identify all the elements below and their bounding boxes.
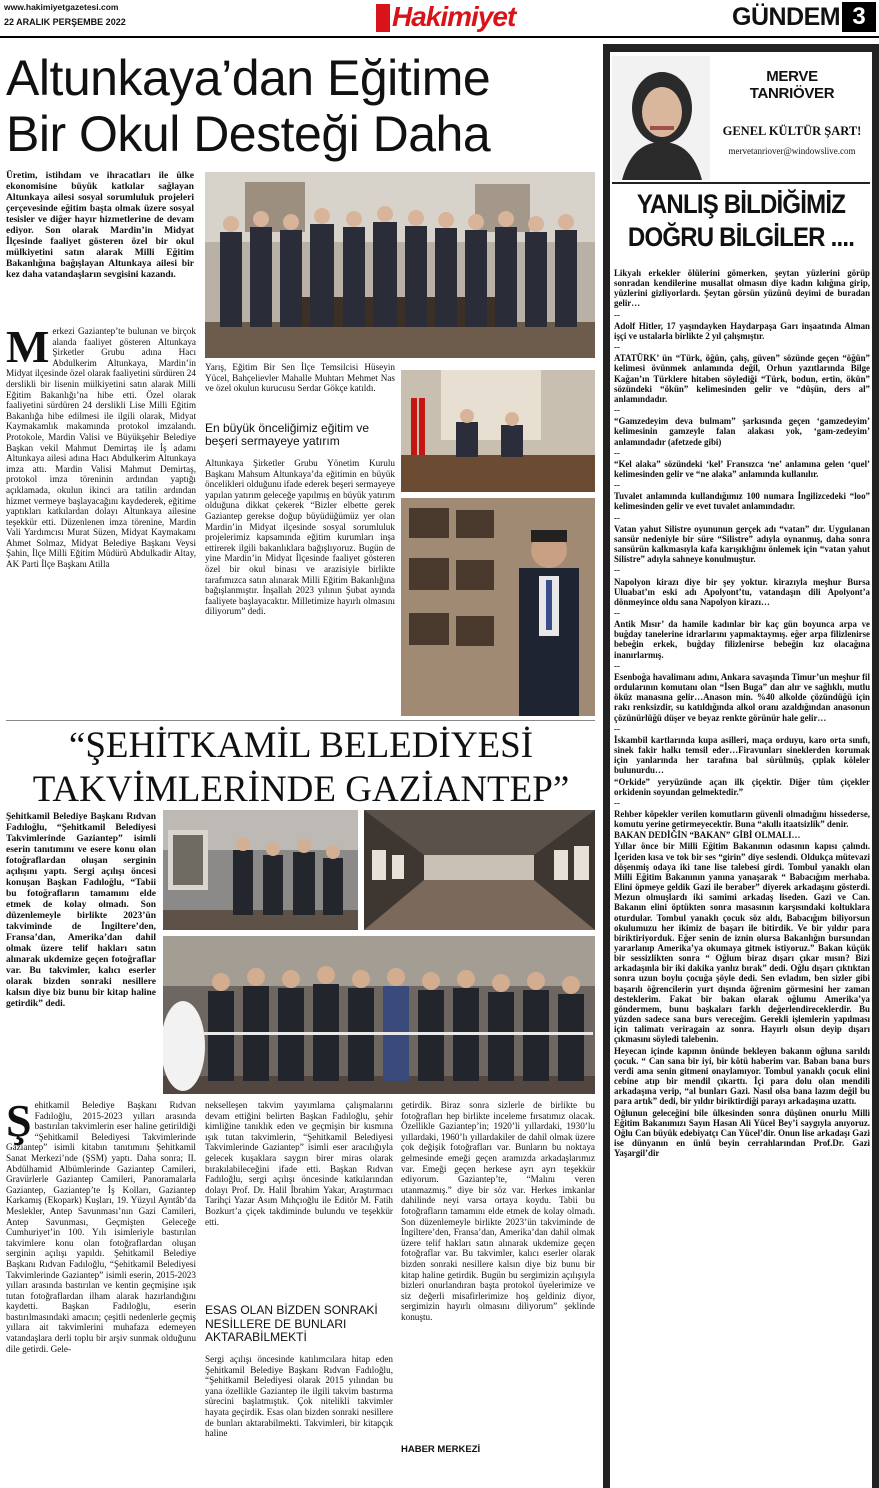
column-paragraph: --: [614, 565, 620, 576]
logo-mark: [376, 4, 390, 32]
article1-lead: Üretim, istihdam ve ihracatları ile ülke ekonomisine büyük katkılar sağlayan Altunkaya ailesi sosyal sorumluluk projeleri çerçevesinde eğitim başta olmak üzere sosyal tesisler ve diğer hayır hizmetlerine de devam ediyor. Son olarak Mardin’in Midyat İlçesinde faaliyet gösteren özel bir okul mülkiyetini satın alarak Milli Eğitim Bakanlığına bağışlayan Altunkaya ailesi bir kez daha vatandaşların sevgisini kazandı.: [6, 170, 194, 280]
column-paragraph: BAKAN DEDİĞİN “BAKAN” GİBİ OLMALI…: [614, 830, 801, 841]
column-paragraph: --: [614, 342, 620, 353]
column-paragraph: “Gamzedeyim deva bulmam” şarkısında geçen ‘gamzedeyim’ kelimesinin gamzeyle falan alakası yok, ‘gam-zedeyim’ anlamındadır (afetzede gibi): [614, 416, 870, 447]
column-paragraph: Yıllar önce bir Milli Eğitim Bakanının odasının kapısı çalındı. İçeriden kısa ve tok bir ses “girin” diye seslendi. Oldukça mütevazi döşenmiş odaya iki tane lise talebesi girdi. Tombul yanaklı olan Milli Eğitim Bakanının yanına yanaşarak “ Babacığım merhaba. Elini öpmeye geldik Gazi ile beraber” diyerek arkadaşını gösterdi. Mezun olmuşlardı iki samimi arkadaş liseden. Gazi ve Can. Bakanın elini öptükten sonra masasının karşısındaki koltuklara oturdular. Tombul yanaklı çocuk söz aldı, Babacığım biliyorsun okulumuzu her ikimiz de başarı ile bitirdik. Ve bir yıldır para biriktiriyorduk. Eğer senin de iznin olursa Bakanlığın bursundan yararlanıp Amerika’ya okumaya gitmek istiyoruz.” Bakan küçük bir sessizlikten sonra “ Oğlum biraz dışarı çıkar mısın? Bizi arkadaşınla bir iki dakika yanlız bırak” dedi. Oğlu dışarı çıktıktan sonra uzun boylu çocuğa şöyle dedi. Sen evladım, ben sizler gibi başarılı öğrencilerin yurt dışında öğrenim görmesini her zaman desteklerim. Fakat bir bakan olarak oğlumu Amerika’ya göndermem, bunu başkaları farklı değerlendireceklerdir. Bu yüzden sadece sana burs vereceğim. Gerekli işlemlerin yapılması için talimatı veriragain az sonra. Hayırlı olsun deyip dışarı çıkmasını söyledi talebenin.: [614, 841, 870, 1045]
article2-body-col2b: Sergi açılışı öncesinde katılımcılara hitap eden Şehitkamil Belediye Başkanı Rıdvan Fadıloğlu, “Şehitkamil Belediyesi olarak 2015 yılından bu yana özellikle Gaziantep ile ilgili takvim bastırma sürecini başlatmıştık. Çok nitelikli takvimler hayata geçirdik. Esas olan bizden sonraki nesillere de bunları aktarabilmekti. Takvimleri, bir kitapçık haline: [205, 1354, 393, 1439]
column-author: [712, 68, 872, 102]
section-name: GÜNDEM: [732, 3, 841, 31]
column-paragraph: “Orkide” yeryüzünde açan ilk çiçektir. Diğer tüm çiçekler orkidenin soyundan gelmektedir.”: [614, 776, 870, 797]
column-paragraph: --: [614, 480, 620, 491]
photo-signing-group: [205, 172, 595, 358]
column-paragraph: Esenboğa havalimanı adını, Ankara savaşında Timur’un meşhur fil ordularının komutanı olan “İsen Buga” dan alır ve sağlıklı, mutlu öküz manasına gelir…Anason min. %40 alkolde çözündüğü için rakı renksizdir, su katıldığında alkol oranı azaldığından anasonun çözünürlüğü düşer ve beyaz renkte görünür hale gelir…: [614, 671, 870, 723]
article1-dropcap: M: [6, 326, 50, 372]
issue-date: 22 ARALIK PERŞEMBE 2022: [4, 17, 126, 27]
logo: Hakimiyet: [392, 1, 516, 32]
article1-subhead: En büyük önceliğimiz eğitim ve beşeri sermayeye yatırım: [205, 421, 370, 448]
site-url: www.hakimiyetgazetesi.com: [4, 2, 119, 12]
column-paragraph: --: [614, 723, 620, 734]
article2-lead: Şehitkamil Belediye Başkanı Rıdvan Fadıloğlu, “Şehitkamil Belediyesi Takvimlerinde Gaziantep” isimli eserin tanıtımını ve esere konu olan fotoğraflardan oluşan serginin açılışını yaptı. Sergi açılışı öncesi konuşan Başkan Fadıloğlu, “Tabii bu fotoğrafların tamamını elde etmek de kolay olmadı. Son düzenlemeyle birlikte 2023’ün takviminde de İngiltere’den, Fransa’dan, Amerika’dan dahil olmak üzere telif hakları satın alınarak ukdemize geçen fotoğraflar var. Bu takvimler, kalıcı eserler olarak bizden sonraki nesillere kalsın diye biz bunu bir kitap haline getirdik” dedi.: [6, 812, 156, 1009]
column-title: [612, 189, 870, 255]
photo-ribbon-cutting: [163, 936, 595, 1094]
article2-body-col1-text: ehitkamil Belediye Başkanı Rıdvan Fadıloğlu, 2015-2023 yılları arasında bastırılan takvimlerin eser haline getirildiği “Şehitkamil Belediyesi Takvimlerinde Gaziantep” isimli kitabın tanıtımını Şehitkamil Sanat Merkezi’nde (ŞSM) yaptı. Daha sonra; II. Abdülhamid Albümlerinde Gaziantep Camileri, Gravürlerle Gaziantep Camileri, Panoramalarla Gaziantep, Gaziantep’te İş Kolları, Gaziantep Karkamış (Ekopark) Kuşları, 19. Yüzyıl Ayntâb’da Meslekler, Antep Savunması’nın Gazi Camileri, Antep Savunması, Geçmişten Geleceğe Cumhuriyet’in 100. Yılı isimleriyle bastırılan takvimlere konu olan fotoğraflardan oluşan serginin açılışı yapıldı. Şehitkamil Belediye Başkanı Rıdvan Fadıloğlu, “Şehitkamil Belediyesi Takvimlerinde Gaziantep” isimli eserin, 2015-2023 yılları arasında bastırılan ve kentin geçmişine ışık tutan fotoğraflardan ilham alarak hazırlandığını kaydetti. Başkan Fadıloğlu, eserin bastırılmasındaki amacın; çeşitli nedenlerle geçmiş yıllara ait takvimlerini muhafaza edemeyen vatandaşlara derli toplu bir arşiv sunmak olduğunu dile getirdi. Gele-: [6, 1100, 196, 1354]
column-paragraph: Rehber köpekler verilen komutların güvenli olmadığını hissederse, komutu yerine getirmeyecektir. Buna “akıllı itaatsizlik” denir.: [614, 808, 870, 830]
article1-body-col1: [6, 326, 196, 702]
article2-dropcap: Ş: [6, 1100, 32, 1146]
column-author-first: MERVE: [766, 68, 818, 85]
article1-body-col2-top: Yarış, Eğitim Bir Sen İlçe Temsilcisi Hüseyin Yücel, Bahçelievler Mahalle Muhtarı Mehmet Nas ve özel okulun kurucusu Serdar Gökçe katıldı.: [205, 362, 395, 394]
article1-headline-line1: Altunkaya’dan Eğitime: [6, 50, 491, 106]
article1-headline: [6, 50, 596, 162]
column-paragraph: Oğlunun geleceğini bile ülkesinden sonra düşünen onurlu Milli Eğitim Bakanımızı Sayın Hasan Ali Yücel Bey’i saygıyla anıyoruz. Oğlu Can büyük edebiyatçı Can Yücel’dir. Onun lise arkadaşı Gazi ise dünyanın en ünlü beyin cerrahlarından Prof.Dr. Gazi Yaşargil’dir: [614, 1107, 870, 1159]
article2-byline: HABER MERKEZİ: [401, 1444, 481, 1455]
column-paragraph: “Kel alaka” sözündeki ‘kel’ Fransızca ‘ne’ anlamına gelen ‘quel’ kelimesinden gelir ve “ne alaka” anlamında kullanılır.: [614, 458, 870, 479]
article2-body-col3: getirdik. Biraz sonra sizlerle de birlikte bu fotoğrafları hep birlikte inceleme fırsatımız olacak. Özellikle Gaziantep’in; 1920’li yıllardaki, 1930’lu yıllardaki, 1960’lı yıllardakiler de dahil olmak üzere çok değişik fotoğrafları var. Bunların bu noktaya gelmesinde emeği geçen aramızda arkadaşlarımız var. Emeği geçen herkese ayrı ayrı teşekkür ediyorum. Gaziantep’te, “Malını veren utanmazmış.” diye bir söz var. Herkes imkanlar dahilinde neyi varsa ortaya koydu. Tabii bu fotoğrafların tamamını elde etmek de kolay olmadı. Son düzenlemeyle birlikte 2023’ün takviminde de İngiltere’den, Fransa’dan, Amerika’dan dahil olmak üzere telif hakları satın alınarak ukdemize geçen fotoğraflar var. Bu takvimler, kalıcı eserler olarak bizden sonraki nesillere kalsın diye biz bunu bir kitap haline getirdik. Bugün bu sergimizin açılışıyla bizleri onurlandıran başta protokol üyelerimize ve siz değerli misafirlerimize hoş geldiniz diyor, sergimizin hayırlı olmasını diliyorum” şeklinde konuştu.: [401, 1100, 595, 1322]
article2-headline: [6, 724, 596, 812]
page-number: 3: [842, 2, 876, 32]
photo-businessman: [401, 498, 595, 716]
column-paragraph: Antik Mısır’ da hamile kadınlar bir kaç gün boyunca arpa ve buğday tanelerine idrarlarını yapmaktaymış. eğer arpa filizlenirse bebeğin erkek, buğday filizlenirse bebeğin kız olacağına inanırlarmış.: [614, 619, 870, 660]
author-photo: [612, 56, 710, 180]
article2-body-col1: [6, 1100, 196, 1482]
article2-headline-line2: TAKVİMLERİNDE GAZİANTEP”: [32, 769, 570, 810]
column-email: mervetanriover@windowslive.com: [728, 146, 856, 156]
photo-exhibition-hall: [364, 810, 595, 930]
column-paragraph: --: [614, 447, 620, 458]
article-divider: [6, 720, 595, 721]
column-rule: [612, 182, 870, 184]
column-body: [614, 268, 870, 1484]
article1-body-col2: Altunkaya Şirketler Grubu Yönetim Kurulu Başkanı Mahsum Altunkaya’da eğitimin en büyük öncelikleri olduğunu ifade ederek beşeri sermayeye yapılan yatırım geleceğe yapılmış en büyük yatırım olduğuna dikkat çekerek “Bizler elbette gerek Gaziantep gerekse doğup büyüdüğümüz yer olan Mardin’in Midyat ilçesinde sosyal sorumluluk projelerimiz kapsamında eğitim kurumları inşa ettirerek ilgili bakanlıklara bağışlıyoruz. Bugün de yine Mardin’in Midyat İlçesinde faaliyet gösteren özel bir okul binası ve arazisiyle birlikte tarafımızca satın alınarak Milli Eğitim Bakanlığına bağışlanmıştır. İnşallah 2023 yılının Şubat ayında faaliyete başlayacaktır. Milletimize hayırlı olmasını diliyorum” dedi.: [205, 458, 395, 617]
photo-signing-table: [401, 370, 595, 492]
column-paragraph: --: [614, 797, 620, 808]
column-paragraph: --: [614, 608, 620, 618]
column-paragraph: Adolf Hitler, 17 yaşındayken Haydarpaşa Garı inşaatında Alman işçi ve ustalarla birlikte 2 yıl çalışmıştır.: [614, 320, 870, 341]
header-rule: [0, 36, 879, 38]
column-paragraph: --: [614, 309, 620, 320]
photo-exhibition-visitors: [163, 810, 358, 930]
column-paragraph: Heyecan içinde kapının önünde bekleyen bakanın oğluna sarıldı çocuk. “ Can sana bir iyi, bir kötü haberim var. Baban bana burs verdi ama senin gitmeni onaylamıyor. Tombul yanaklı çocuk elini cebine atıp bir mendil çıkarttı. İçi para dolu olan mendili arkadaşına verip, “al bunları Gazi. Nasıl olsa bana lazım değil bu para artık” dedi, bir yıldır biriktirdiği parayı arkadaşına uzattı.: [614, 1045, 870, 1107]
column-paragraph: --: [614, 405, 620, 416]
column-paragraph: --: [614, 660, 620, 671]
column-paragraph: İskambil kartlarında kupa asilleri, maça orduyu, karo orta sınıfı, sinek fakir halkı temsil eder…Firavunları sineklerden korumak için yanlarında her tarafına bal sürülmüş, çıplak köleler bulunurdu…: [614, 734, 870, 776]
article1-body-col1-text: erkezi Gaziantep’te bulunan ve birçok alanda faaliyet gösteren Altunkaya Şirketler Grubu adına Hacı Abdulkerim Altunkaya, Mardin’in Midyat ilçesinde özel olarak faaliyetini sürdüren 24 derslikli bir lisenin mülkiyetini satın alarak Milli Eğitim Bakanlığı’na hibe etti. Özel olarak faaliyetini sürdüren 24 derslikli Lise Milli Eğitim Bakanlığa hibe edilmesi ile ilgili olarak, Midyat Kaymakamlık makamında protokol imzalandı. Protokole, Mardin Valisi ve Büyükşehir Belediye Başkan vekil Mahmut Demirtaş ile İş adamı Altunkaya ailesi adına Hacı Abdulkerim Altunkaya imza attı. Mardin Valisi Mahmut Demirtaş, protokol imza töreninin ardından yaptığı açıklamada, okulun ikinci ara tatilin ardından hizmet vermeye başlayacağını kaydederek, eğitime yaptıkları katkılardan dolayı Altunkaya ailesine teşekkür etti. Düzenlenen imza törenine, Mardin Vali Yardımcısı Murat Süzen, Midyat Kaymakamı Ahmet Solmaz, Midyat Belediye Başkanı Veysi Şahin, İlçe Milli Eğitim Müdürü Abdulkadir Altay, AK Parti İlçe Başkanı Atilla: [6, 326, 196, 570]
column-paragraph: ATATÜRK’ ün “Türk, öğün, çalış, güven” sözünde geçen “öğün” kelimesi övünmek anlamında değil, Orhun yazıtlarında Bilge Kağan’ın Türklere hitaben söylediği “Türk, bodun, ertin, ökün” sözündeki “ökün” kelimesinden gelir ve “düşün, ders al” anlamındadır.: [614, 353, 870, 404]
article2-headline-line1: “ŞEHİTKAMİL BELEDİYESİ: [68, 725, 534, 766]
column-paragraph: Likyalı erkekler ölülerini gömerken, şeytan yüzlerini görüp sonradan kendilerine musallat olmasın diye kadın kılığına girip, yüzlerini gizliyorlardı. Şeytan görsün yüzünü deyimi de buradan gelir…: [614, 268, 870, 309]
column-paragraph: --: [614, 512, 620, 523]
column-paragraph: Napolyon kirazı diye bir şey yoktur. kirazıyla meşhur Bursa Uluabat’ın eski adı Apolyont’tu, vatandaşın dili Apolyont’a dönmeyince oldu sana Napolyon kirazı…: [614, 576, 870, 607]
column-author-last: TANRIÖVER: [749, 85, 835, 102]
column-title-line2: DOĞRU BİLGİLER ....: [627, 223, 855, 253]
article2-body-col2: nekselleşen takvim yayımlama çalışmalarını devam ettiğini belirten Başkan Fadıloğlu, şehir kimliğine tanıklık eden ve geçmişin bir kısmına ışık tutan takvimlerin, “Şehitkamil Belediyesi Takvimlerinde Gaziantep” isimli eser aracılığıyla gelecek kuşaklara saygın birer miras olarak bırakılabileceğini ifade etti. Başkan Rıdvan Fadıloğlu, sergi açılışı öncesinde katkılarından dolayı Prof. Dr. Halil İbrahim Yakar, Araştırmacı Tarihçi Yazar Asım Mıhçıoğlu ile Editör M. Fatih Bozkurt’a çiçek takdiminde bulundu ve teşekkür etti.: [205, 1100, 393, 1227]
column-title-line1: YANLIŞ BİLDİĞİMİZ: [636, 190, 846, 220]
article1-headline-line2: Bir Okul Desteği Daha: [6, 106, 491, 162]
column-paragraph: Tuvalet anlamında kullandığımız 100 numara İngilizcedeki “loo” kelimesinden gelir ve evet tuvalet anlamındadır.: [614, 491, 870, 512]
column-name: GENEL KÜLTÜR ŞART!: [722, 124, 862, 138]
article2-subhead: ESAS OLAN BİZDEN SONRAKİ NESİLLERE DE BUNLARI AKTARABİLMEKTİ: [205, 1303, 378, 1344]
column-paragraph: Vatan yahut Silistre oyununun gerçek adı “vatan” dır. Uygulanan sansür nedeniyle bir süre “Silistre” adıyla oynanmış, daha sonra sansürün kalkmasıyla kafa karışıklığını önlemek için “vatan yahut Silistre” adıyla sahneye konulmuştur.: [614, 523, 870, 565]
